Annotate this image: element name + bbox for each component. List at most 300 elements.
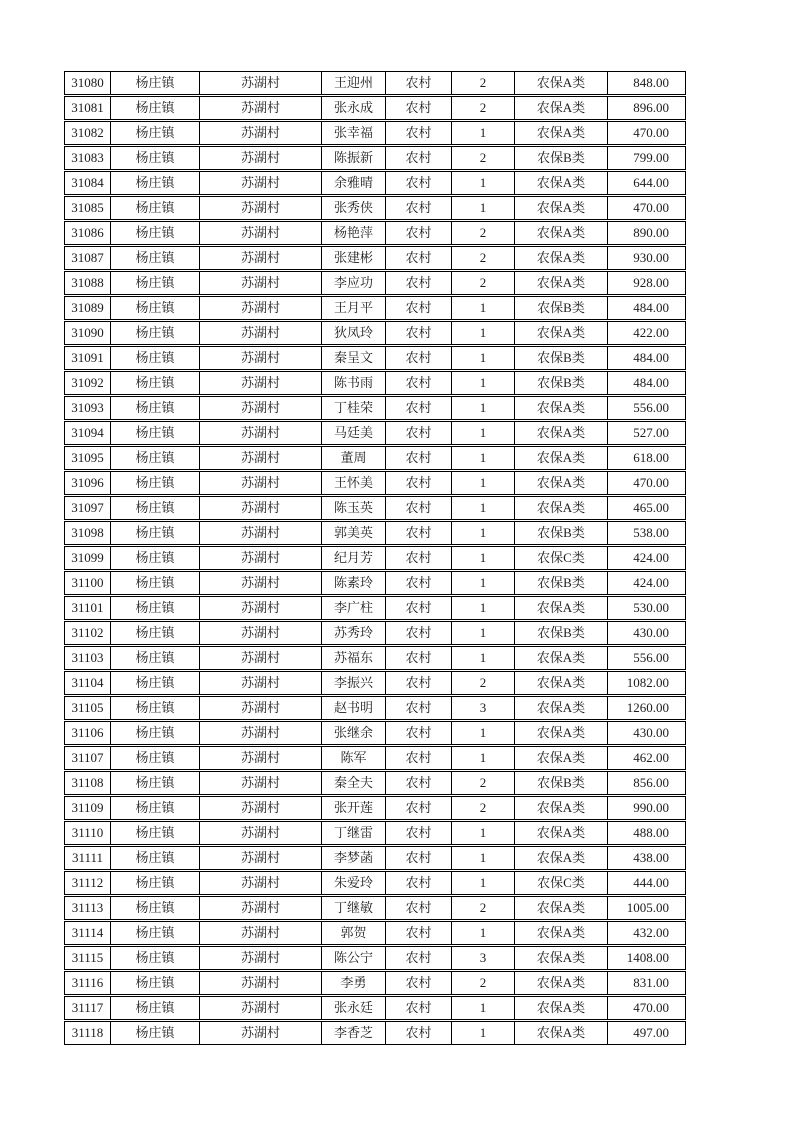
cell-record-id: 31094 xyxy=(64,421,110,445)
cell-person-count: 3 xyxy=(451,946,514,970)
cell-record-id: 31108 xyxy=(64,771,110,795)
cell-insurance-category: 农保A类 xyxy=(514,921,607,945)
cell-person-count: 1 xyxy=(451,471,514,495)
cell-insurance-category: 农保B类 xyxy=(514,621,607,645)
cell-amount: 644.00 xyxy=(607,171,686,195)
cell-record-id: 31117 xyxy=(64,996,110,1020)
cell-amount: 1082.00 xyxy=(607,671,686,695)
cell-record-id: 31100 xyxy=(64,571,110,595)
cell-insurance-category: 农保A类 xyxy=(514,221,607,245)
table-row xyxy=(64,446,686,470)
table-row xyxy=(64,346,686,370)
cell-town: 杨庄镇 xyxy=(110,71,199,95)
table-row xyxy=(64,771,686,795)
cell-person-name: 王月平 xyxy=(321,296,385,320)
cell-record-id: 31086 xyxy=(64,221,110,245)
cell-amount: 484.00 xyxy=(607,296,686,320)
cell-residence-type: 农村 xyxy=(385,896,451,920)
cell-residence-type: 农村 xyxy=(385,546,451,570)
cell-residence-type: 农村 xyxy=(385,971,451,995)
cell-town: 杨庄镇 xyxy=(110,346,199,370)
cell-town: 杨庄镇 xyxy=(110,646,199,670)
cell-village: 苏湖村 xyxy=(199,321,321,345)
cell-town: 杨庄镇 xyxy=(110,671,199,695)
cell-residence-type: 农村 xyxy=(385,771,451,795)
cell-village: 苏湖村 xyxy=(199,246,321,270)
cell-town: 杨庄镇 xyxy=(110,571,199,595)
cell-village: 苏湖村 xyxy=(199,446,321,470)
cell-person-name: 李梦菡 xyxy=(321,846,385,870)
table-row xyxy=(64,471,686,495)
cell-amount: 484.00 xyxy=(607,346,686,370)
cell-town: 杨庄镇 xyxy=(110,871,199,895)
cell-residence-type: 农村 xyxy=(385,846,451,870)
cell-village: 苏湖村 xyxy=(199,646,321,670)
cell-person-count: 1 xyxy=(451,571,514,595)
cell-person-count: 1 xyxy=(451,596,514,620)
cell-insurance-category: 农保A类 xyxy=(514,196,607,220)
cell-amount: 527.00 xyxy=(607,421,686,445)
cell-person-name: 秦呈文 xyxy=(321,346,385,370)
cell-village: 苏湖村 xyxy=(199,71,321,95)
table-row xyxy=(64,721,686,745)
cell-insurance-category: 农保A类 xyxy=(514,596,607,620)
cell-town: 杨庄镇 xyxy=(110,321,199,345)
cell-insurance-category: 农保B类 xyxy=(514,371,607,395)
cell-person-count: 2 xyxy=(451,671,514,695)
cell-residence-type: 农村 xyxy=(385,346,451,370)
cell-insurance-category: 农保B类 xyxy=(514,771,607,795)
cell-residence-type: 农村 xyxy=(385,96,451,120)
cell-person-name: 张开莲 xyxy=(321,796,385,820)
cell-residence-type: 农村 xyxy=(385,996,451,1020)
cell-amount: 430.00 xyxy=(607,721,686,745)
cell-person-name: 张建彬 xyxy=(321,246,385,270)
table-row xyxy=(64,996,686,1020)
cell-record-id: 31095 xyxy=(64,446,110,470)
cell-town: 杨庄镇 xyxy=(110,371,199,395)
cell-town: 杨庄镇 xyxy=(110,771,199,795)
cell-insurance-category: 农保A类 xyxy=(514,271,607,295)
cell-village: 苏湖村 xyxy=(199,946,321,970)
table-row xyxy=(64,271,686,295)
cell-person-name: 郭美英 xyxy=(321,521,385,545)
cell-amount: 488.00 xyxy=(607,821,686,845)
cell-town: 杨庄镇 xyxy=(110,296,199,320)
cell-town: 杨庄镇 xyxy=(110,696,199,720)
cell-residence-type: 农村 xyxy=(385,671,451,695)
cell-town: 杨庄镇 xyxy=(110,171,199,195)
cell-residence-type: 农村 xyxy=(385,821,451,845)
cell-amount: 444.00 xyxy=(607,871,686,895)
cell-person-count: 1 xyxy=(451,321,514,345)
cell-person-name: 陈素玲 xyxy=(321,571,385,595)
cell-village: 苏湖村 xyxy=(199,146,321,170)
cell-record-id: 31106 xyxy=(64,721,110,745)
cell-residence-type: 农村 xyxy=(385,496,451,520)
cell-village: 苏湖村 xyxy=(199,871,321,895)
cell-person-name: 丁桂荣 xyxy=(321,396,385,420)
cell-town: 杨庄镇 xyxy=(110,246,199,270)
cell-village: 苏湖村 xyxy=(199,121,321,145)
cell-person-count: 1 xyxy=(451,371,514,395)
cell-village: 苏湖村 xyxy=(199,96,321,120)
cell-town: 杨庄镇 xyxy=(110,921,199,945)
cell-person-name: 董周 xyxy=(321,446,385,470)
cell-record-id: 31110 xyxy=(64,821,110,845)
cell-town: 杨庄镇 xyxy=(110,621,199,645)
cell-person-count: 1 xyxy=(451,721,514,745)
cell-village: 苏湖村 xyxy=(199,171,321,195)
cell-person-name: 张继余 xyxy=(321,721,385,745)
cell-insurance-category: 农保A类 xyxy=(514,121,607,145)
cell-residence-type: 农村 xyxy=(385,121,451,145)
cell-village: 苏湖村 xyxy=(199,846,321,870)
cell-town: 杨庄镇 xyxy=(110,846,199,870)
cell-record-id: 31102 xyxy=(64,621,110,645)
cell-person-name: 纪月芳 xyxy=(321,546,385,570)
cell-insurance-category: 农保A类 xyxy=(514,946,607,970)
cell-residence-type: 农村 xyxy=(385,396,451,420)
cell-person-name: 陈书雨 xyxy=(321,371,385,395)
cell-village: 苏湖村 xyxy=(199,496,321,520)
table-row xyxy=(64,846,686,870)
cell-village: 苏湖村 xyxy=(199,421,321,445)
cell-person-name: 李香芝 xyxy=(321,1021,385,1045)
cell-insurance-category: 农保B类 xyxy=(514,571,607,595)
cell-person-count: 1 xyxy=(451,196,514,220)
cell-town: 杨庄镇 xyxy=(110,1021,199,1045)
cell-record-id: 31103 xyxy=(64,646,110,670)
cell-insurance-category: 农保A类 xyxy=(514,1021,607,1045)
cell-person-name: 郭贺 xyxy=(321,921,385,945)
cell-village: 苏湖村 xyxy=(199,971,321,995)
cell-amount: 470.00 xyxy=(607,121,686,145)
cell-residence-type: 农村 xyxy=(385,221,451,245)
cell-person-count: 1 xyxy=(451,1021,514,1045)
cell-village: 苏湖村 xyxy=(199,671,321,695)
cell-record-id: 31099 xyxy=(64,546,110,570)
table-row xyxy=(64,296,686,320)
cell-town: 杨庄镇 xyxy=(110,546,199,570)
cell-insurance-category: 农保A类 xyxy=(514,246,607,270)
cell-town: 杨庄镇 xyxy=(110,146,199,170)
table-row xyxy=(64,671,686,695)
cell-town: 杨庄镇 xyxy=(110,221,199,245)
table-row xyxy=(64,171,686,195)
cell-town: 杨庄镇 xyxy=(110,121,199,145)
table-row xyxy=(64,871,686,895)
cell-person-count: 1 xyxy=(451,521,514,545)
cell-insurance-category: 农保B类 xyxy=(514,521,607,545)
cell-residence-type: 农村 xyxy=(385,321,451,345)
cell-person-count: 1 xyxy=(451,296,514,320)
table-row xyxy=(64,221,686,245)
subsidy-roster-table xyxy=(64,70,686,1046)
cell-amount: 1260.00 xyxy=(607,696,686,720)
cell-residence-type: 农村 xyxy=(385,246,451,270)
cell-insurance-category: 农保B类 xyxy=(514,146,607,170)
cell-insurance-category: 农保A类 xyxy=(514,896,607,920)
table-row xyxy=(64,321,686,345)
cell-person-name: 李应功 xyxy=(321,271,385,295)
table-row xyxy=(64,746,686,770)
cell-record-id: 31088 xyxy=(64,271,110,295)
cell-insurance-category: 农保B类 xyxy=(514,346,607,370)
cell-person-name: 陈振新 xyxy=(321,146,385,170)
cell-insurance-category: 农保A类 xyxy=(514,496,607,520)
cell-record-id: 31083 xyxy=(64,146,110,170)
cell-person-count: 1 xyxy=(451,121,514,145)
cell-town: 杨庄镇 xyxy=(110,996,199,1020)
cell-amount: 530.00 xyxy=(607,596,686,620)
cell-person-count: 2 xyxy=(451,246,514,270)
cell-residence-type: 农村 xyxy=(385,646,451,670)
cell-record-id: 31081 xyxy=(64,96,110,120)
cell-insurance-category: 农保A类 xyxy=(514,471,607,495)
cell-person-name: 苏秀玲 xyxy=(321,621,385,645)
cell-residence-type: 农村 xyxy=(385,596,451,620)
cell-amount: 424.00 xyxy=(607,546,686,570)
cell-town: 杨庄镇 xyxy=(110,596,199,620)
cell-record-id: 31085 xyxy=(64,196,110,220)
cell-person-name: 王迎州 xyxy=(321,71,385,95)
cell-town: 杨庄镇 xyxy=(110,796,199,820)
cell-person-count: 2 xyxy=(451,96,514,120)
cell-record-id: 31097 xyxy=(64,496,110,520)
cell-amount: 430.00 xyxy=(607,621,686,645)
cell-amount: 831.00 xyxy=(607,971,686,995)
table-row xyxy=(64,521,686,545)
cell-person-name: 杨艳萍 xyxy=(321,221,385,245)
cell-residence-type: 农村 xyxy=(385,871,451,895)
cell-amount: 928.00 xyxy=(607,271,686,295)
cell-record-id: 31093 xyxy=(64,396,110,420)
cell-amount: 497.00 xyxy=(607,1021,686,1045)
cell-town: 杨庄镇 xyxy=(110,496,199,520)
cell-residence-type: 农村 xyxy=(385,146,451,170)
cell-person-count: 2 xyxy=(451,221,514,245)
cell-village: 苏湖村 xyxy=(199,921,321,945)
cell-person-name: 丁继敏 xyxy=(321,896,385,920)
cell-person-count: 2 xyxy=(451,271,514,295)
table-row xyxy=(64,496,686,520)
cell-residence-type: 农村 xyxy=(385,696,451,720)
cell-town: 杨庄镇 xyxy=(110,896,199,920)
table-row xyxy=(64,796,686,820)
cell-record-id: 31098 xyxy=(64,521,110,545)
cell-person-name: 朱爱玲 xyxy=(321,871,385,895)
cell-residence-type: 农村 xyxy=(385,796,451,820)
table-row xyxy=(64,621,686,645)
cell-village: 苏湖村 xyxy=(199,721,321,745)
cell-village: 苏湖村 xyxy=(199,521,321,545)
cell-amount: 618.00 xyxy=(607,446,686,470)
cell-person-count: 1 xyxy=(451,396,514,420)
cell-village: 苏湖村 xyxy=(199,796,321,820)
cell-insurance-category: 农保A类 xyxy=(514,821,607,845)
cell-amount: 470.00 xyxy=(607,196,686,220)
table-row xyxy=(64,121,686,145)
cell-person-name: 马廷美 xyxy=(321,421,385,445)
cell-village: 苏湖村 xyxy=(199,1021,321,1045)
cell-insurance-category: 农保C类 xyxy=(514,546,607,570)
table-row xyxy=(64,921,686,945)
cell-village: 苏湖村 xyxy=(199,996,321,1020)
cell-insurance-category: 农保B类 xyxy=(514,296,607,320)
cell-person-name: 秦全夫 xyxy=(321,771,385,795)
cell-record-id: 31105 xyxy=(64,696,110,720)
cell-person-name: 李振兴 xyxy=(321,671,385,695)
cell-amount: 538.00 xyxy=(607,521,686,545)
cell-person-name: 王怀美 xyxy=(321,471,385,495)
cell-amount: 470.00 xyxy=(607,471,686,495)
table-row xyxy=(64,646,686,670)
table-row xyxy=(64,96,686,120)
cell-residence-type: 农村 xyxy=(385,371,451,395)
cell-record-id: 31109 xyxy=(64,796,110,820)
table-row xyxy=(64,596,686,620)
table-row xyxy=(64,546,686,570)
cell-village: 苏湖村 xyxy=(199,771,321,795)
cell-amount: 1005.00 xyxy=(607,896,686,920)
cell-person-name: 张永成 xyxy=(321,96,385,120)
cell-person-name: 陈军 xyxy=(321,746,385,770)
cell-insurance-category: 农保A类 xyxy=(514,646,607,670)
cell-record-id: 31114 xyxy=(64,921,110,945)
table-row xyxy=(64,696,686,720)
cell-insurance-category: 农保A类 xyxy=(514,446,607,470)
cell-person-count: 1 xyxy=(451,921,514,945)
cell-insurance-category: 农保A类 xyxy=(514,321,607,345)
cell-insurance-category: 农保A类 xyxy=(514,421,607,445)
cell-residence-type: 农村 xyxy=(385,296,451,320)
cell-residence-type: 农村 xyxy=(385,171,451,195)
cell-town: 杨庄镇 xyxy=(110,196,199,220)
cell-person-count: 1 xyxy=(451,546,514,570)
table-row xyxy=(64,896,686,920)
cell-person-name: 狄凤玲 xyxy=(321,321,385,345)
cell-town: 杨庄镇 xyxy=(110,521,199,545)
cell-residence-type: 农村 xyxy=(385,471,451,495)
cell-record-id: 31092 xyxy=(64,371,110,395)
cell-village: 苏湖村 xyxy=(199,396,321,420)
table-row xyxy=(64,71,686,95)
cell-residence-type: 农村 xyxy=(385,946,451,970)
cell-insurance-category: 农保A类 xyxy=(514,996,607,1020)
table-row xyxy=(64,371,686,395)
cell-insurance-category: 农保A类 xyxy=(514,71,607,95)
cell-town: 杨庄镇 xyxy=(110,946,199,970)
cell-village: 苏湖村 xyxy=(199,821,321,845)
cell-record-id: 31118 xyxy=(64,1021,110,1045)
cell-person-name: 余雅晴 xyxy=(321,171,385,195)
cell-record-id: 31082 xyxy=(64,121,110,145)
cell-record-id: 31096 xyxy=(64,471,110,495)
cell-person-count: 1 xyxy=(451,496,514,520)
cell-person-count: 2 xyxy=(451,146,514,170)
cell-amount: 462.00 xyxy=(607,746,686,770)
cell-person-name: 陈玉英 xyxy=(321,496,385,520)
table-row xyxy=(64,146,686,170)
table-row xyxy=(64,971,686,995)
cell-village: 苏湖村 xyxy=(199,621,321,645)
cell-person-name: 赵书明 xyxy=(321,696,385,720)
cell-town: 杨庄镇 xyxy=(110,446,199,470)
cell-person-count: 1 xyxy=(451,871,514,895)
table-row xyxy=(64,246,686,270)
cell-amount: 484.00 xyxy=(607,371,686,395)
table-row xyxy=(64,396,686,420)
cell-amount: 432.00 xyxy=(607,921,686,945)
cell-amount: 856.00 xyxy=(607,771,686,795)
cell-town: 杨庄镇 xyxy=(110,821,199,845)
cell-residence-type: 农村 xyxy=(385,721,451,745)
cell-amount: 556.00 xyxy=(607,646,686,670)
cell-village: 苏湖村 xyxy=(199,296,321,320)
cell-town: 杨庄镇 xyxy=(110,96,199,120)
cell-person-count: 1 xyxy=(451,846,514,870)
cell-town: 杨庄镇 xyxy=(110,396,199,420)
table-row xyxy=(64,946,686,970)
cell-town: 杨庄镇 xyxy=(110,971,199,995)
cell-insurance-category: 农保A类 xyxy=(514,746,607,770)
cell-person-count: 2 xyxy=(451,71,514,95)
cell-person-name: 张幸福 xyxy=(321,121,385,145)
cell-residence-type: 农村 xyxy=(385,421,451,445)
table-row xyxy=(64,421,686,445)
cell-record-id: 31113 xyxy=(64,896,110,920)
cell-residence-type: 农村 xyxy=(385,1021,451,1045)
cell-record-id: 31101 xyxy=(64,596,110,620)
cell-person-name: 张永廷 xyxy=(321,996,385,1020)
cell-village: 苏湖村 xyxy=(199,271,321,295)
cell-person-count: 2 xyxy=(451,771,514,795)
cell-person-name: 李勇 xyxy=(321,971,385,995)
cell-insurance-category: 农保A类 xyxy=(514,721,607,745)
cell-person-count: 1 xyxy=(451,746,514,770)
cell-town: 杨庄镇 xyxy=(110,271,199,295)
cell-amount: 556.00 xyxy=(607,396,686,420)
cell-insurance-category: 农保A类 xyxy=(514,796,607,820)
cell-person-count: 2 xyxy=(451,896,514,920)
cell-residence-type: 农村 xyxy=(385,446,451,470)
cell-person-name: 丁继雷 xyxy=(321,821,385,845)
cell-town: 杨庄镇 xyxy=(110,421,199,445)
cell-insurance-category: 农保A类 xyxy=(514,671,607,695)
cell-amount: 848.00 xyxy=(607,71,686,95)
cell-person-count: 1 xyxy=(451,996,514,1020)
cell-person-count: 1 xyxy=(451,171,514,195)
cell-residence-type: 农村 xyxy=(385,271,451,295)
cell-village: 苏湖村 xyxy=(199,896,321,920)
cell-person-name: 李广柱 xyxy=(321,596,385,620)
cell-village: 苏湖村 xyxy=(199,346,321,370)
cell-record-id: 31115 xyxy=(64,946,110,970)
cell-amount: 990.00 xyxy=(607,796,686,820)
cell-insurance-category: 农保A类 xyxy=(514,846,607,870)
cell-record-id: 31091 xyxy=(64,346,110,370)
cell-amount: 438.00 xyxy=(607,846,686,870)
cell-village: 苏湖村 xyxy=(199,546,321,570)
cell-record-id: 31084 xyxy=(64,171,110,195)
cell-insurance-category: 农保A类 xyxy=(514,696,607,720)
cell-person-count: 1 xyxy=(451,621,514,645)
cell-insurance-category: 农保A类 xyxy=(514,971,607,995)
cell-residence-type: 农村 xyxy=(385,746,451,770)
cell-residence-type: 农村 xyxy=(385,921,451,945)
cell-insurance-category: 农保A类 xyxy=(514,396,607,420)
